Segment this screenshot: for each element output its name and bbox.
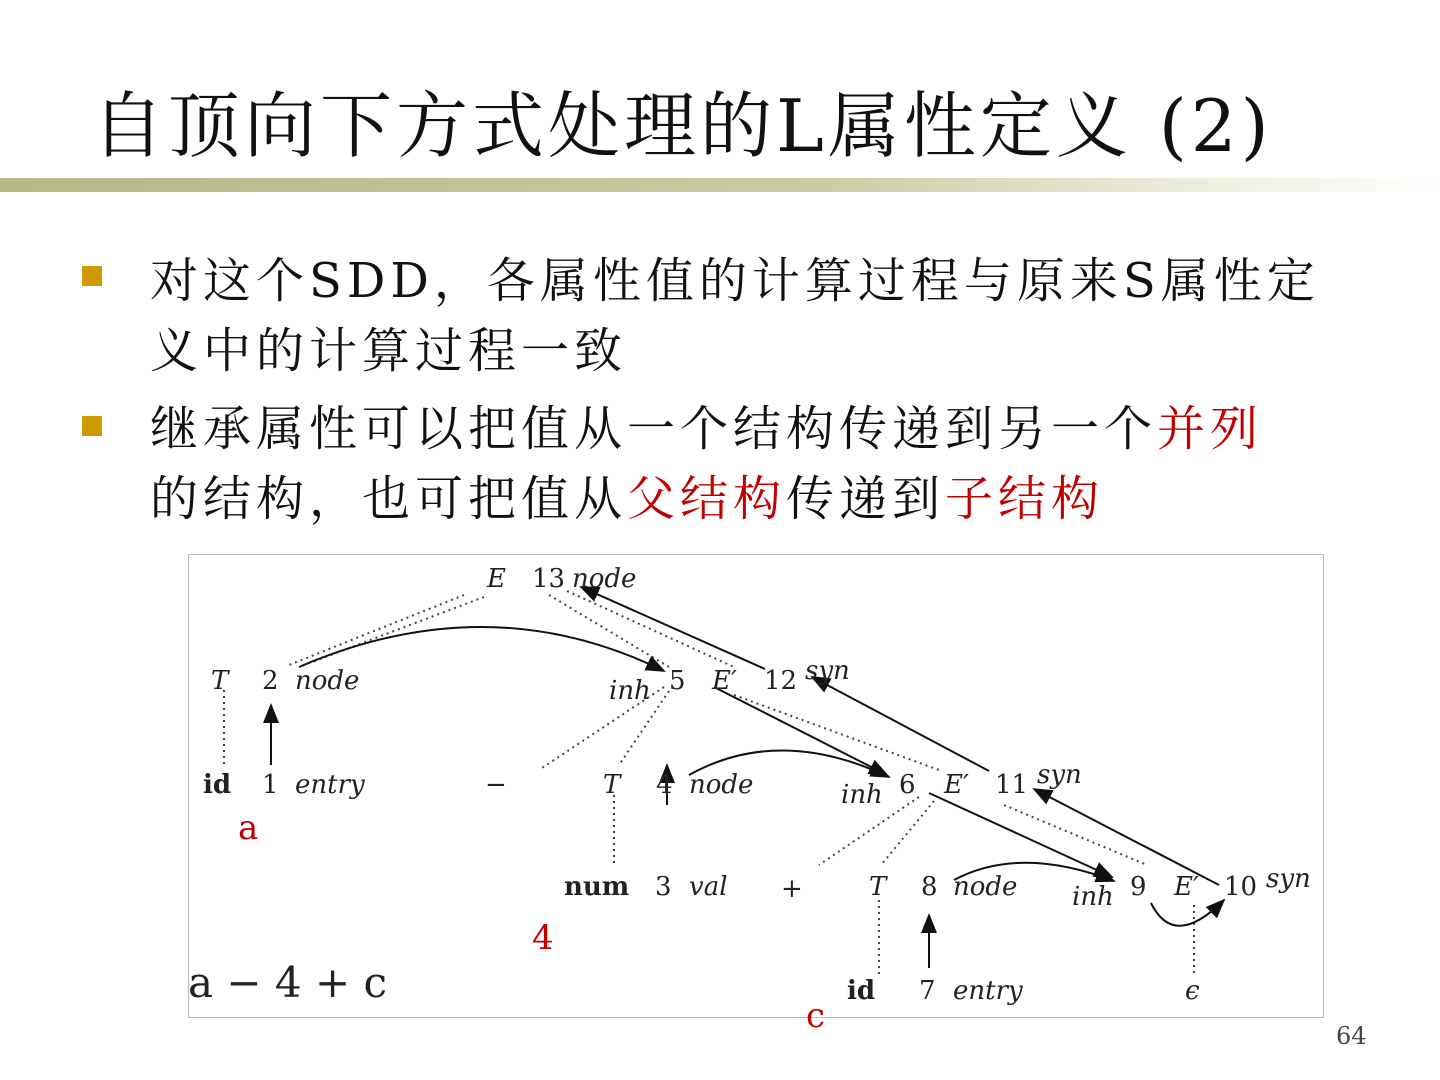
node-T8-num: 8 <box>921 872 938 902</box>
bullet-text-1 <box>150 246 1390 386</box>
node-T2-attr: node <box>295 666 360 696</box>
slide-title: 自顶向下方式处理的L属性定义 (2) <box>92 84 1273 168</box>
node-T4-symbol: T <box>603 770 621 800</box>
annotation-c: c <box>806 996 826 1036</box>
dependency-graph-figure <box>188 554 1324 1018</box>
node-E5-inh: inh <box>609 676 651 706</box>
node-id1-num: 1 <box>262 770 279 800</box>
annotation-a: a <box>238 808 259 848</box>
node-num3-num: 3 <box>655 872 672 902</box>
node-id1-attr: entry <box>295 770 365 800</box>
bullet-marker-2 <box>82 416 102 436</box>
node-epsilon-symbol: ϵ <box>1185 976 1200 1006</box>
node-T4-attr: node <box>689 770 754 800</box>
node-num3-attr: val <box>689 872 728 902</box>
node-E13-symbol: E <box>487 564 506 594</box>
node-minus-symbol: − <box>485 770 507 800</box>
node-num3-symbol: num <box>564 872 630 902</box>
node-E5-synnum: 12 <box>764 666 798 696</box>
node-E6-inhnum: 6 <box>899 770 916 800</box>
node-E9-inh: inh <box>1072 882 1114 912</box>
bullet-text-2 <box>150 394 1390 534</box>
bullet-marker-1 <box>82 266 102 286</box>
expression-label: a − 4 + c <box>188 958 388 1007</box>
node-E5-syn: syn <box>805 656 850 686</box>
node-id7-attr: entry <box>953 976 1023 1006</box>
node-E9-symbol: E′ <box>1174 872 1199 902</box>
node-T8-symbol: T <box>869 872 887 902</box>
bullet1-line2: 义中的计算过程一致 <box>150 323 628 379</box>
bullet2-red-parent: 父结构 <box>627 471 787 527</box>
bullet2-seg1: 继承属性可以把值从一个结构传递到另一个 <box>150 401 1158 457</box>
bullet2-seg5: 传递到 <box>786 471 946 527</box>
annotation-4: 4 <box>532 918 554 958</box>
node-T8-attr: node <box>953 872 1018 902</box>
node-id7-num: 7 <box>919 976 936 1006</box>
node-E6-syn: syn <box>1037 760 1082 790</box>
node-id1-symbol: id <box>203 770 232 800</box>
node-T2-symbol: T <box>211 666 229 696</box>
bullet2-red-child: 子结构 <box>945 471 1105 527</box>
bullet1-line1: 对这个SDD，各属性值的计算过程与原来S属性定 <box>150 253 1320 309</box>
bullet2-red-parallel: 并列 <box>1157 401 1264 457</box>
node-E6-symbol: E′ <box>944 770 969 800</box>
node-E6-synnum: 11 <box>995 770 1029 800</box>
node-E6-inh: inh <box>841 780 883 810</box>
node-T4-num: 4 <box>656 770 673 800</box>
title-divider <box>0 178 1440 192</box>
node-E9-synnum: 10 <box>1224 872 1258 902</box>
node-id7-symbol: id <box>847 976 876 1006</box>
node-plus-symbol: + <box>781 874 803 904</box>
node-E9-syn: syn <box>1266 864 1311 894</box>
node-T2-num: 2 <box>262 666 279 696</box>
node-labels <box>203 564 1311 1006</box>
node-E9-inhnum: 9 <box>1130 872 1147 902</box>
node-E13-num: 13 <box>532 564 566 594</box>
node-E13-attr: node <box>572 564 637 594</box>
page-number: 64 <box>1336 1022 1367 1050</box>
node-E5-inhnum: 5 <box>669 666 686 696</box>
node-E5-symbol: E′ <box>712 666 737 696</box>
bullet2-seg3: 的结构，也可把值从 <box>150 471 628 527</box>
dependency-graph-svg <box>189 555 1323 1017</box>
